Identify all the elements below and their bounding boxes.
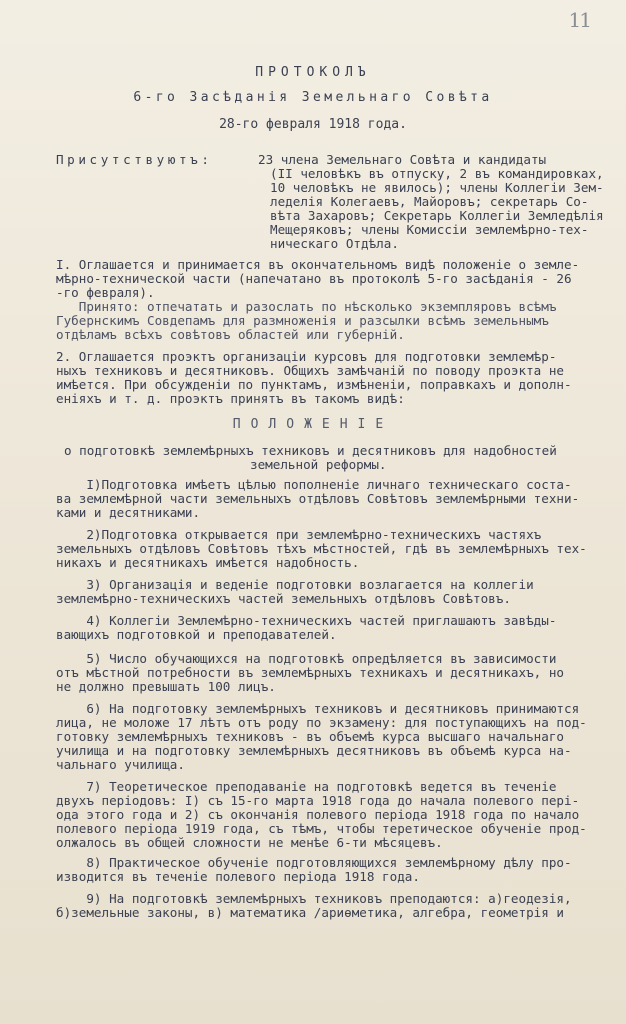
attendance-line: ническаго Отдѣла. xyxy=(270,236,399,251)
attendance-label: Присутствуютъ: xyxy=(56,152,213,167)
paragraph-line: ныхъ техниковъ и десятниковъ. Общихъ замѣчаній по поводу проэкта не xyxy=(56,363,564,378)
paragraph-line: училища и на подготовку землемѣрныхъ десятниковъ въ объемѣ курса на- xyxy=(56,743,572,758)
protocol-subtitle: 6-го Засѣданія Земельнаго Совѣта xyxy=(133,90,493,105)
protocol-date: 28-го февраля 1918 года. xyxy=(219,117,407,132)
paragraph-line: готовку землемѣрныхъ техниковъ - въ объемѣ курса высшаго начальнаго xyxy=(56,729,564,744)
paragraph-line: мѣрно-технической части (напечатано въ протоколѣ 5-го засѣданія - 26 xyxy=(56,271,572,286)
paragraph-line: полевого періода 1919 года, съ тѣмъ, чтобы теретическое обученіе прод- xyxy=(56,821,587,836)
attendance-line: 23 члена Земельнаго Совѣта и кандидаты xyxy=(258,152,547,167)
paragraph-line: никахъ и десятникахъ имѣется надобность. xyxy=(56,555,360,570)
attendance-line: (II человѣкъ въ отпуску, 2 въ командировках, xyxy=(270,166,604,181)
paragraph-line: земельныхъ отдѣловъ Совѣтовъ тѣхъ мѣстностей, гдѣ въ землемѣрныхъ тех- xyxy=(56,541,587,556)
attendance-line: леделія Колегаевъ, Майоровъ; секретарь Со- xyxy=(270,194,589,209)
regulation-intro: о подготовкѣ землемѣрныхъ техниковъ и десятниковъ для надобностей xyxy=(64,443,557,458)
paragraph-line: отъ мѣстной потребности въ землемѣрныхъ техникахъ и десятникахъ, но xyxy=(56,665,564,680)
paragraph-line: имѣется. При обсужденіи по пунктамъ, измѣненіи, поправкахъ и дополн- xyxy=(56,377,572,392)
paragraph-line: I. Оглашается и принимается въ окончательномъ видѣ положеніе о земле- xyxy=(56,257,580,272)
regulation-heading: ПОЛОЖЕНІЕ xyxy=(232,417,394,432)
paragraph-line: не должно превышать 100 лицъ. xyxy=(56,679,276,694)
paragraph-line: ода этого года и 2) съ окончанія полевого періода 1918 года по начало xyxy=(56,807,580,822)
paragraph-line: лица, не моложе 17 лѣтъ отъ роду по экзамену: для поступающихъ на под- xyxy=(56,715,587,730)
paragraph-line: 6) На подготовку землемѣрныхъ техниковъ и десятниковъ принимаются xyxy=(56,701,580,716)
paragraph-line: землемѣрно-техническихъ частей земельныхъ отдѣловъ Совѣтовъ. xyxy=(56,591,511,606)
paragraph-line: -го февраля). xyxy=(56,285,155,300)
attendance-line: Мещеряковъ; члены Комиссіи землемѣрно-тех- xyxy=(270,222,589,237)
decision-line: Принято: отпечатать и разослать по нѣсколько экземпляровъ всѣмъ xyxy=(56,299,557,314)
paragraph-line: I)Подготовка имѣетъ цѣлью пополненіе личнаго техническаго соста- xyxy=(56,477,572,492)
decision-line: Губернскимъ Совдепамъ для размноженія и разсылки всѣмъ земельнымъ xyxy=(56,313,549,328)
decision-line: отдѣламъ всѣхъ совѣтовъ областей или губерній. xyxy=(56,327,405,342)
paragraph-line: б)земельные законы, в) математика /ариѳметика, алгебра, геометрія и xyxy=(56,905,564,920)
paragraph-line: еніяхъ и т. д. проэктъ принятъ въ такомъ видѣ: xyxy=(56,391,405,406)
paragraph-line: изводится въ теченіе полевого періода 1918 года. xyxy=(56,869,420,884)
paragraph-line: ва землемѣрной части земельныхъ отдѣловъ Совѣтовъ землемѣрными техни- xyxy=(56,491,580,506)
attendance-line: вѣта Захаровъ; Секретарь Коллегіи Земледѣлія xyxy=(270,208,604,223)
page-number: 11 xyxy=(568,8,590,32)
paragraph-line: олжалось въ общей сложности не менѣе 6-ти мѣсяцевъ. xyxy=(56,835,443,850)
paragraph-line: 2)Подготовка открывается при землемѣрно-техническихъ частяхъ xyxy=(56,527,542,542)
paragraph-line: 7) Теоретическое преподаваніе на подготовкѣ ведется въ теченіе xyxy=(56,779,557,794)
paragraph-line: 9) На подготовкѣ землемѣрныхъ техниковъ преподаются: а)геодезія, xyxy=(56,891,572,906)
paragraph-line: 4) Коллегіи Землемѣрно-техническихъ частей приглашаютъ завѣды- xyxy=(56,613,557,628)
paragraph-line: ками и десятниками. xyxy=(56,505,201,520)
attendance-line: 10 человѣкъ не явилось); члены Коллегіи Зем- xyxy=(270,180,604,195)
paragraph-line: вающихъ подготовкой и преподавателей. xyxy=(56,627,337,642)
paragraph-line: чальнаго училища. xyxy=(56,757,185,772)
paragraph-line: 5) Число обучающихся на подготовкѣ опредѣляется въ зависимости xyxy=(56,651,557,666)
paragraph-line: 3) Организація и веденіе подготовки возлагается на коллегіи xyxy=(56,577,534,592)
paragraph-line: 2. Оглашается проэктъ организаціи курсовъ для подготовки землемѣр- xyxy=(56,349,557,364)
paragraph-line: 8) Практическое обученіе подготовляющихся землемѣрному дѣлу про- xyxy=(56,855,572,870)
regulation-intro: земельной реформы. xyxy=(250,457,387,472)
protocol-title: ПРОТОКОЛЪ xyxy=(255,65,371,80)
paragraph-line: двухъ періодовъ: I) съ 15-го марта 1918 года до начала полевого пері- xyxy=(56,793,580,808)
